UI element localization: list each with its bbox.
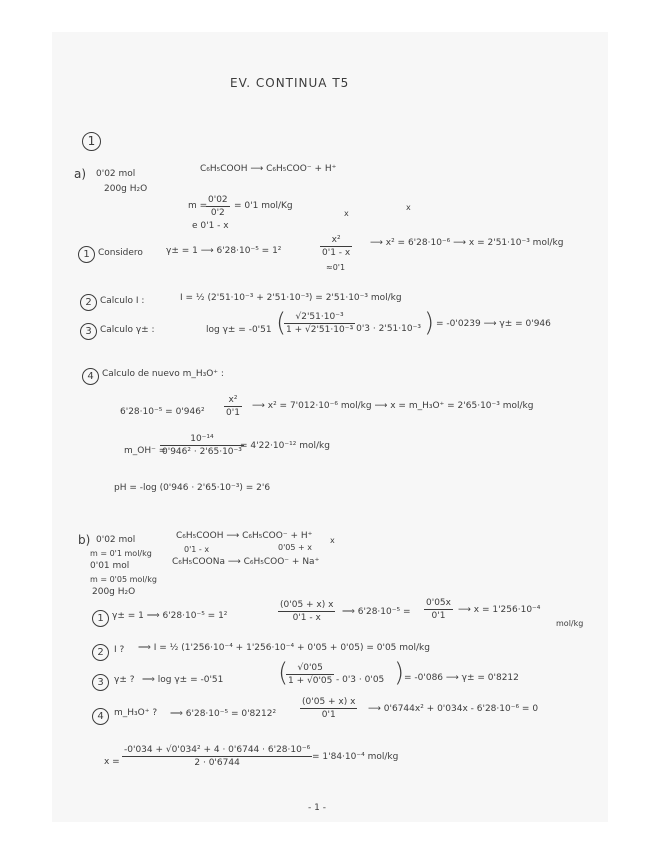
part-b-step-3-close-paren: ) (394, 658, 405, 688)
part-b-step-4-frac-den: 0'1 (321, 710, 336, 720)
part-b-step-4-fraction (300, 697, 357, 720)
part-b-final-den: 2 · 0'6744 (194, 758, 240, 768)
paper-sheet (52, 32, 608, 822)
part-a-x-mark: x (344, 209, 349, 218)
part-a-step-1-frac-num: x² (320, 235, 352, 247)
part-a-molality-label: m = (188, 201, 208, 211)
part-a-step-3-frac-num: √2'51·10⁻³ (284, 312, 355, 324)
part-b-final-fraction (122, 745, 312, 768)
part-b-step-4-frac-num: (0'05 + x) x (302, 697, 356, 707)
part-a-step-3-result: = -0'0239 ⟶ γ± = 0'946 (436, 319, 551, 329)
part-a-step-1-approx: ≈0'1 (326, 263, 346, 272)
part-b-step-4-label: m_H₃O⁺ ? (114, 708, 158, 718)
part-b-reaction-2: C₆H₅COONa ⟶ C₆H₅COO⁻ + Na⁺ (172, 557, 320, 567)
part-a-step-1-label: Considero (98, 248, 143, 258)
part-a-molality-den: 0'2 (210, 208, 225, 218)
part-a-step-4-fraction (224, 395, 242, 418)
part-b-step-2-expr: ⟹ I = ½ (1'256·10⁻⁴ + 1'256·10⁻⁴ + 0'05 + 0'05) = 0'05 mol/kg (138, 643, 430, 653)
part-a-step-4-result: ⟶ x² = 7'012·10⁻⁶ mol/kg ⟶ x = m_H₃O⁺ = 2'65·10⁻³ mol/kg (252, 401, 534, 411)
part-a-moh-fraction (160, 434, 244, 457)
part-a-moh-num: 10⁻¹⁴ (160, 434, 244, 446)
part-b-final-result: = 1'84·10⁻⁴ mol/kg (312, 752, 399, 762)
part-a-step-1-fraction (320, 235, 352, 258)
part-b-given-4: m = 0'05 mol/kg (90, 575, 157, 584)
part-b-step-3-frac-den: 1 + √0'05 (288, 676, 333, 686)
part-b-step-3-fraction (286, 663, 334, 686)
part-b-step-1-lhs: γ± = 1 ⟹ 6'28·10⁻⁵ = 1² (112, 611, 228, 621)
part-b-step-3-result: = -0'086 ⟶ γ± = 0'8212 (404, 673, 519, 683)
part-a-step-2-label: Calculo I : (100, 296, 145, 306)
part-b-step-1-fraction (278, 600, 335, 623)
part-b-reaction-1-under: 0'1 - x (184, 545, 210, 554)
part-b-step-1-number: 1 (92, 610, 109, 627)
part-b-step-4-lhs: ⟹ 6'28·10⁻⁵ = 0'8212² (170, 709, 277, 719)
part-b-given-5: 200g H₂O (92, 587, 136, 597)
part-a-step-3-number: 3 (80, 323, 97, 340)
part-a-step-2-expr: I = ½ (2'51·10⁻³ + 2'51·10⁻³) = 2'51·10⁻³ mol/kg (180, 293, 402, 303)
part-a-step-3-open-paren: ( (276, 308, 287, 338)
part-a-label: a) (74, 167, 87, 181)
part-b-step-1-frac-num: (0'05 + x) x (280, 600, 334, 610)
part-a-given-1: 0'02 mol (96, 169, 136, 179)
part-a-moh-result: = 4'22·10⁻¹² mol/kg (240, 441, 330, 451)
part-a-step-3-label: Calculo γ± : (100, 325, 155, 335)
page-title: EV. CONTINUA T5 (230, 76, 350, 90)
part-a-equilibrium: e 0'1 - x (192, 221, 229, 231)
part-a-moh-den: 0'946² · 2'65·10⁻³ (162, 447, 242, 457)
part-b-step-1-frac2-den: 0'1 (431, 611, 446, 621)
part-b-step-4-number: 4 (92, 708, 109, 725)
part-b-reaction-1-under-3: x (330, 536, 335, 545)
part-a-step-1-result: ⟶ x² = 6'28·10⁻⁶ ⟶ x = 2'51·10⁻³ mol/kg (370, 238, 564, 248)
part-a-step-2-number: 2 (80, 294, 97, 311)
part-a-step-4-lhs: 6'28·10⁻⁵ = 0'946² (120, 407, 205, 417)
part-b-step-1-result: ⟶ x = 1'256·10⁻⁴ (458, 605, 541, 615)
part-b-step-3-frac-num: √0'05 (286, 663, 334, 675)
part-a-ph: pH = -log (0'946 · 2'65·10⁻³) = 2'6 (114, 483, 271, 493)
part-b-step-3-label: γ± ? (114, 675, 135, 685)
part-b-step-3-open-paren: ( (278, 658, 289, 688)
part-a-step-4-label: Calculo de nuevo m_H₃O⁺ : (102, 369, 224, 379)
part-b-step-2-number: 2 (92, 644, 109, 661)
part-a-step-1-expr: γ± = 1 ⟶ 6'28·10⁻⁵ = 1² (166, 246, 282, 256)
part-b-step-1-frac-den: 0'1 - x (292, 613, 321, 623)
part-b-given-2: m = 0'1 mol/kg (90, 549, 152, 558)
part-b-step-1-unit: mol/kg (556, 619, 584, 628)
part-b-final-num: -0'034 + √0'034² + 4 · 0'6744 · 6'28·10⁻⁶ (124, 745, 311, 755)
part-b-reaction-1-under-2: 0'05 + x (278, 543, 312, 552)
part-b-step-2-label: I ? (114, 645, 125, 655)
part-a-step-4-frac-num: x² (224, 395, 242, 407)
part-a-step-4-frac-den: 0'1 (226, 408, 240, 418)
problem-number: 1 (82, 132, 101, 151)
part-b-reaction-1: C₆H₅COOH ⟶ C₆H₅COO⁻ + H⁺ (176, 531, 313, 541)
part-a-step-1-frac-den: 0'1 - x (322, 248, 351, 258)
part-a-reaction: C₆H₅COOH ⟶ C₆H₅COO⁻ + H⁺ (200, 164, 337, 174)
part-b-final-lhs: x = (104, 757, 120, 767)
part-b-step-3-lhs: ⟹ log γ± = -0'51 (142, 675, 224, 685)
part-a-step-3-rest: - 0'3 · 2'51·10⁻³ (350, 324, 421, 334)
part-a-molality-result: = 0'1 mol/Kg (234, 201, 293, 211)
part-a-x-mark-2: x (406, 203, 411, 212)
part-b-label: b) (78, 533, 91, 547)
part-b-step-1-frac2-num: 0'05x (426, 598, 451, 608)
part-a-moh-lhs: m_OH⁻ = (124, 446, 167, 456)
part-a-molality-num: 0'02 (208, 195, 228, 205)
part-a-molality-fraction (206, 195, 230, 218)
part-b-step-1-fraction-2 (424, 598, 453, 621)
part-a-step-3-fraction (284, 312, 355, 335)
part-a-step-3-frac-den: 1 + √2'51·10⁻³ (286, 325, 354, 335)
part-b-step-4-result: ⟶ 0'6744x² + 0'034x - 6'28·10⁻⁶ = 0 (368, 704, 539, 714)
part-a-step-4-number: 4 (82, 368, 99, 385)
part-b-step-1-mid: ⟹ 6'28·10⁻⁵ = (342, 607, 411, 617)
part-b-step-3-rest: - 0'3 · 0'05 (336, 675, 385, 685)
part-a-step-3-lhs: log γ± = -0'51 (206, 325, 272, 335)
part-b-given-1: 0'02 mol (96, 535, 136, 545)
part-a-given-2: 200g H₂O (104, 184, 148, 194)
part-a-step-3-close-paren: ) (424, 308, 435, 338)
part-b-step-3-number: 3 (92, 674, 109, 691)
part-b-given-3: 0'01 mol (90, 561, 130, 571)
part-a-step-1-number: 1 (78, 246, 95, 263)
page-number: - 1 - (308, 803, 326, 813)
